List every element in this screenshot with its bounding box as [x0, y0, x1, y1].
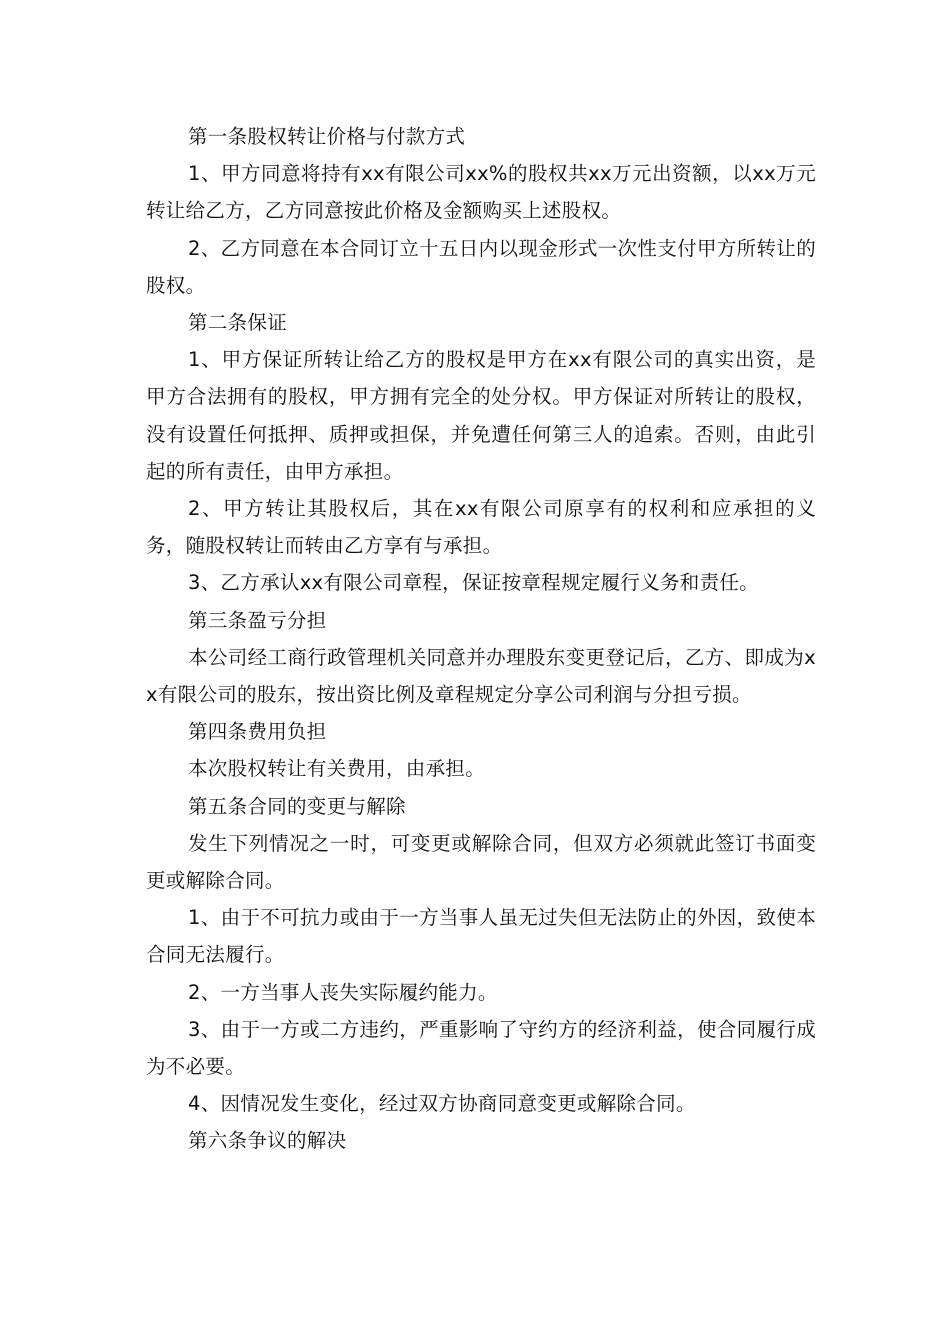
article-6-heading: 第六条争议的解决: [188, 1129, 347, 1153]
article-5-clause-3: 3、由于一方或二方违约，严重影响了守约方的经济利益，使合同履行成为不必要。: [146, 1017, 816, 1079]
article-4-body: 本次股权转让有关费用，由承担。: [188, 757, 486, 781]
article-2-heading: 第二条保证: [188, 311, 288, 335]
article-3-heading: 第三条盈亏分担: [188, 608, 327, 632]
article-1-clause-1: 1、甲方同意将持有xx有限公司xx%的股权共xx万元出资额，以xx万元转让给乙方，乙方同意按此价格及金额购买上述股权。: [146, 162, 816, 223]
article-5-clause-1: 1、由于不可抗力或由于一方当事人虽无过失但无法防止的外因，致使本合同无法履行。: [146, 906, 816, 967]
document-body: [146, 118, 816, 1160]
article-2-clause-1: 1、甲方保证所转让给乙方的股权是甲方在xx有限公司的真实出资，是甲方合法拥有的股权，甲方拥有完全的处分权。甲方保证对所转让的股权，没有设置任何抵押、质押或担保，并免遭任何第三人的追索。否则，由此引起的所有责任，由甲方承担。: [146, 348, 816, 483]
article-2-clause-2: 2、甲方转让其股权后，其在xx有限公司原享有的权利和应承担的义务，随股权转让而转由乙方享有与承担。: [146, 497, 816, 558]
article-5-intro: 发生下列情况之一时，可变更或解除合同，但双方必须就此签订书面变更或解除合同。: [146, 831, 816, 893]
article-1-heading: 第一条股权转让价格与付款方式: [188, 125, 466, 148]
article-5-clause-4: 4、因情况发生变化，经过双方协商同意变更或解除合同。: [188, 1092, 696, 1116]
article-5-clause-2: 2、一方当事人丧失实际履约能力。: [188, 980, 498, 1004]
article-2-clause-3: 3、乙方承认xx有限公司章程，保证按章程规定履行义务和责任。: [188, 571, 759, 595]
article-1-clause-2: 2、乙方同意在本合同订立十五日内以现金形式一次性支付甲方所转让的股权。: [146, 236, 816, 297]
article-4-heading: 第四条费用负担: [188, 720, 327, 744]
article-3-body: 本公司经工商行政管理机关同意并办理股东变更登记后，乙方、即成为xx有限公司的股东，按出资比例及章程规定分享公司利润与分担亏损。: [146, 645, 816, 707]
article-5-heading: 第五条合同的变更与解除: [188, 794, 406, 818]
